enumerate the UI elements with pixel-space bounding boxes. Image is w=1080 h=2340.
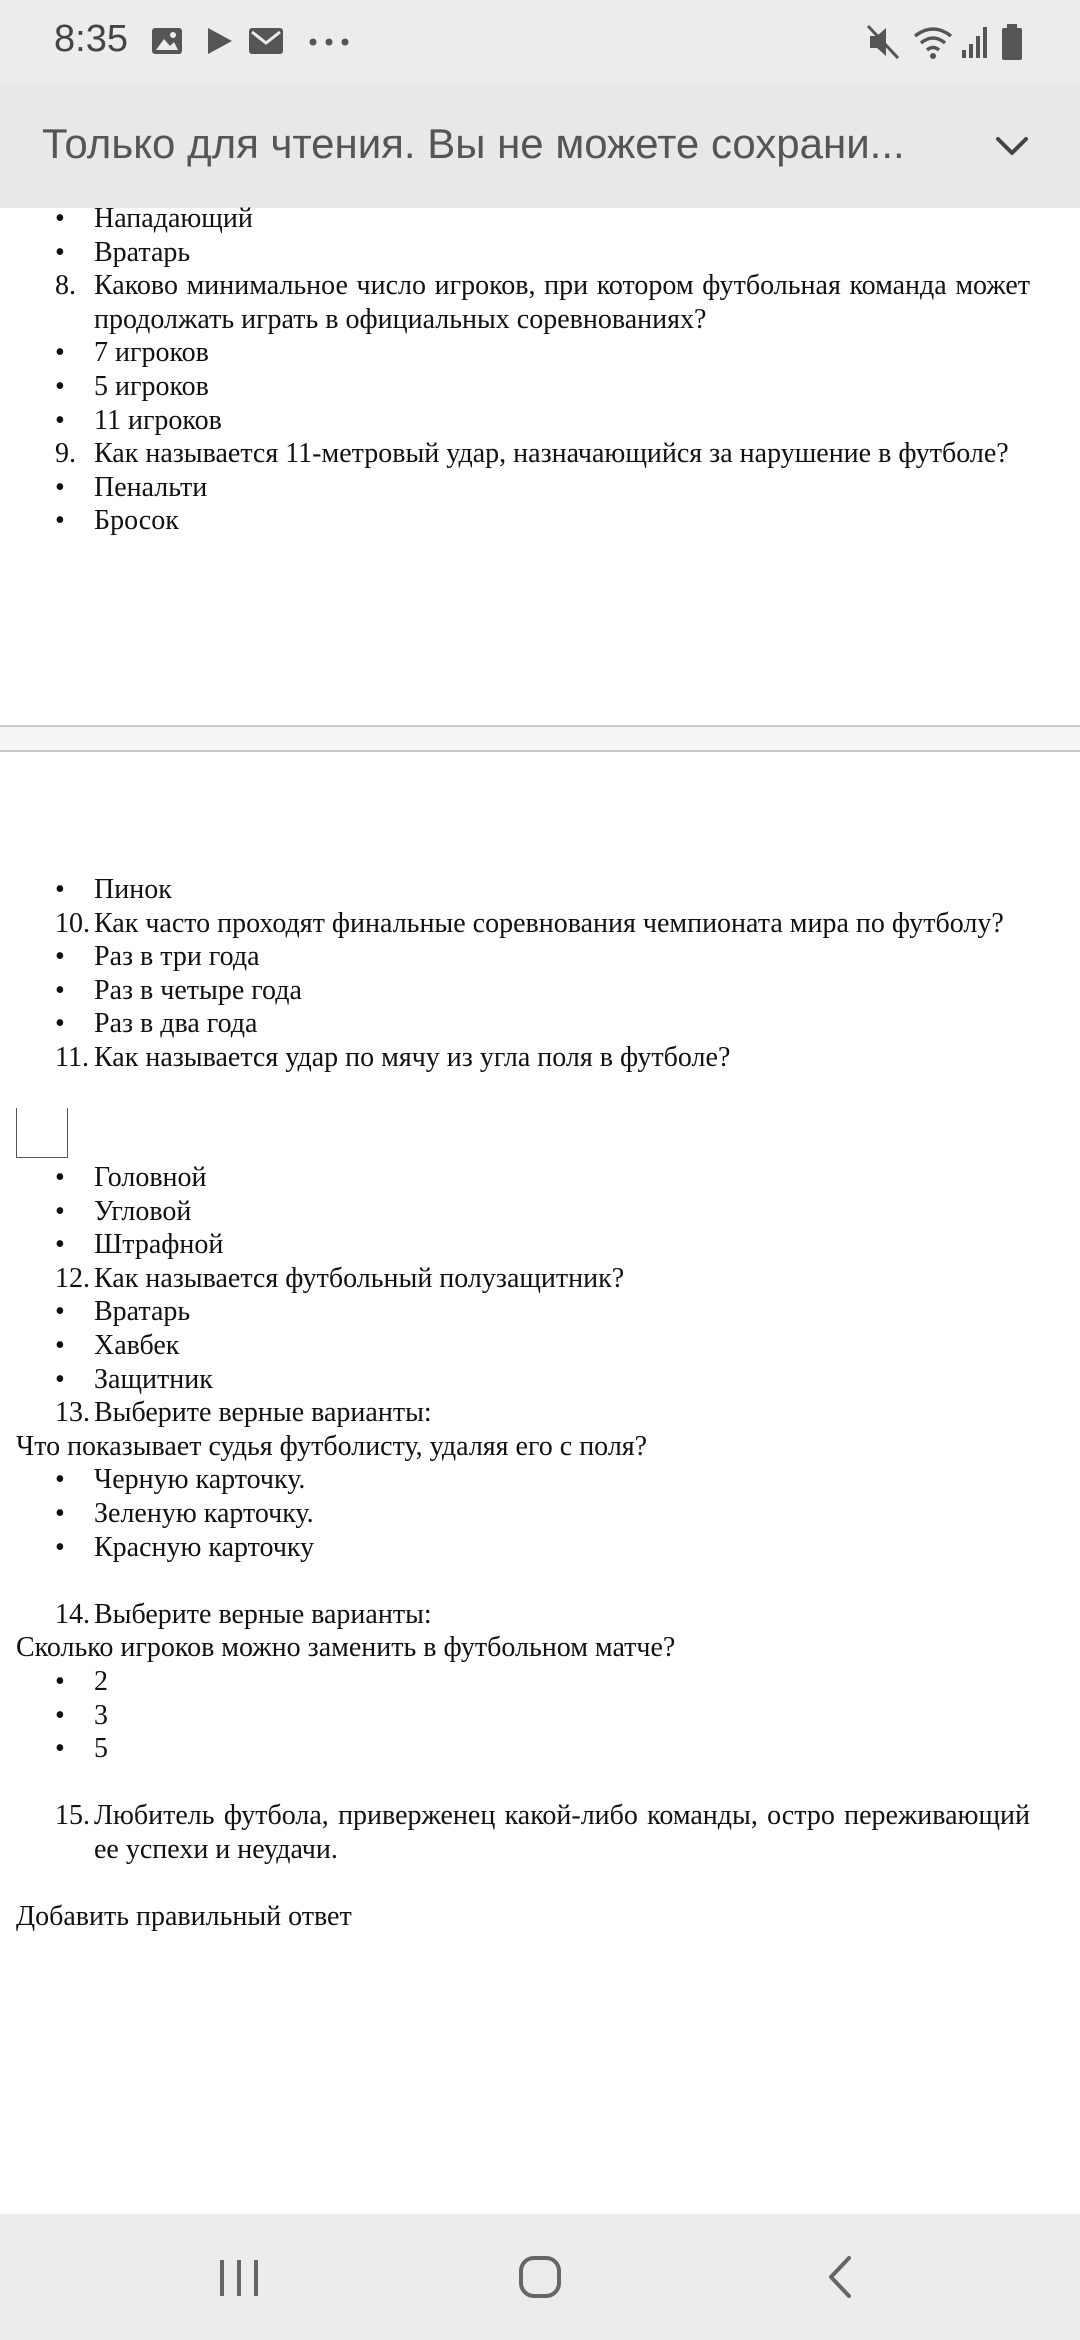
blank-line: [0, 1866, 1080, 1900]
play-icon: [204, 24, 234, 58]
wifi-icon: [912, 24, 954, 60]
question: [0, 269, 1080, 336]
home-icon[interactable]: [505, 2244, 575, 2310]
paragraph: [0, 1900, 1080, 1934]
page-separator: [0, 750, 1080, 752]
question-text: Каково минимальное число игроков, при котором футбольная команда может продолжать играть в официальных соревнованиях?: [94, 270, 1030, 335]
question-text: Как называется 11-метровый удар, назначающийся за нарушение в футболе?: [94, 438, 1009, 470]
read-only-message: Только для чтения. Вы не можете сохрани...: [42, 120, 905, 167]
answer-option-text: 11 игроков: [94, 404, 222, 436]
answer-option-text: 2: [94, 1665, 108, 1697]
question-number: 15.: [55, 1800, 90, 1832]
mail-icon: [248, 24, 284, 58]
image-icon: [150, 24, 184, 58]
answer-option: [0, 1228, 1080, 1262]
answer-option-text: Раз в три года: [94, 941, 260, 973]
answer-option: [0, 370, 1080, 404]
navigation-bar: [0, 2214, 1080, 2340]
bullet-marker: •: [55, 370, 65, 402]
question-number: 8.: [55, 270, 76, 302]
bullet-marker: •: [55, 1329, 65, 1361]
read-only-banner[interactable]: [0, 84, 1080, 208]
answer-option: [0, 873, 1080, 907]
bullet-marker: •: [55, 471, 65, 503]
blank-line: [0, 1564, 1080, 1598]
paragraph-text: Что показывает судья футболисту, удаляя его с поля?: [16, 1430, 648, 1462]
question-text: Выберите верные варианты:: [94, 1397, 432, 1429]
question-text: Как называется удар по мячу из угла поля в футболе?: [94, 1041, 731, 1073]
answer-option: [0, 336, 1080, 370]
back-icon[interactable]: [807, 2244, 877, 2310]
bullet-marker: •: [55, 874, 65, 905]
answer-option: [0, 1699, 1080, 1733]
answer-option-text: Раз в два года: [94, 1008, 258, 1040]
bullet-marker: •: [55, 505, 65, 537]
answer-option-text: Раз в четыре года: [94, 974, 302, 1006]
bullet-marker: •: [55, 1229, 65, 1261]
answer-option: [0, 1329, 1080, 1363]
chevron-down-icon[interactable]: [990, 124, 1034, 168]
answer-option-text: Вратарь: [94, 1296, 191, 1328]
answer-option-text: Головной: [94, 1162, 207, 1193]
answer-option: [0, 1007, 1080, 1041]
question-number: 13.: [55, 1397, 90, 1429]
answer-option: [0, 404, 1080, 438]
question: [0, 1396, 1080, 1430]
answer-option-text: Бросок: [94, 505, 179, 537]
question-number: 11.: [55, 1041, 89, 1073]
answer-option: [0, 202, 1080, 236]
document-page-2-body: [0, 1161, 1080, 1934]
answer-option-text: Хавбек: [94, 1329, 180, 1361]
question-number: 9.: [55, 438, 76, 470]
question: [0, 907, 1080, 941]
empty-text-box: [16, 1108, 68, 1158]
answer-option: [0, 1531, 1080, 1565]
answer-option-text: Защитник: [94, 1363, 213, 1395]
paragraph: [0, 1430, 1080, 1464]
answer-option: [0, 1161, 1080, 1195]
bullet-marker: •: [55, 404, 65, 436]
answer-option: [0, 1295, 1080, 1329]
bullet-marker: •: [55, 1363, 65, 1395]
document-page-2-top: [0, 873, 1080, 1075]
bullet-marker: •: [55, 1531, 65, 1563]
answer-option: [0, 1363, 1080, 1397]
bullet-marker: •: [55, 337, 65, 369]
bullet-marker: •: [55, 1296, 65, 1328]
bullet-marker: •: [55, 941, 65, 973]
answer-option-text: Красную карточку: [94, 1531, 315, 1563]
answer-option-text: Зеленую карточку.: [94, 1497, 314, 1529]
answer-option: [0, 1463, 1080, 1497]
answer-option: [0, 1195, 1080, 1229]
answer-option-text: 5: [94, 1733, 108, 1765]
answer-option-text: Пинок: [94, 874, 172, 905]
question: [0, 437, 1080, 471]
answer-option: [0, 504, 1080, 538]
answer-option: [0, 236, 1080, 270]
bullet-marker: •: [55, 203, 65, 234]
blank-line: [0, 1766, 1080, 1800]
bullet-marker: •: [55, 1497, 65, 1529]
status-bar: [0, 0, 1080, 84]
bullet-marker: •: [55, 1008, 65, 1040]
recent-apps-icon[interactable]: [204, 2244, 274, 2310]
question-number: 12.: [55, 1262, 90, 1294]
answer-option: [0, 940, 1080, 974]
bullet-marker: •: [55, 1665, 65, 1697]
answer-option-text: Вратарь: [94, 236, 191, 268]
answer-option-text: Пенальти: [94, 471, 208, 503]
page-separator: [0, 725, 1080, 727]
answer-option: [0, 471, 1080, 505]
answer-option-text: Нападающий: [94, 203, 253, 234]
answer-option: [0, 1732, 1080, 1766]
more-dots-icon: [306, 24, 352, 58]
mute-icon: [866, 24, 902, 60]
bullet-marker: •: [55, 1162, 65, 1193]
question-number: 10.: [55, 907, 90, 939]
question-text: Выберите верные варианты:: [94, 1598, 432, 1630]
paragraph-text: Сколько игроков можно заменить в футбольном матче?: [16, 1632, 676, 1664]
answer-option: [0, 974, 1080, 1008]
answer-option-text: 7 игроков: [94, 337, 209, 369]
question-text: Как часто проходят финальные соревнования чемпионата мира по футболу?: [94, 907, 1004, 939]
paragraph-text: Добавить правильный ответ: [16, 1901, 352, 1933]
bullet-marker: •: [55, 236, 65, 268]
page-gap: [0, 726, 1080, 750]
bullet-marker: •: [55, 1699, 65, 1731]
paragraph: [0, 1631, 1080, 1665]
bullet-marker: •: [55, 1195, 65, 1227]
answer-option-text: 5 игроков: [94, 370, 209, 402]
question-text: Как называется футбольный полузащитник?: [94, 1262, 625, 1294]
battery-icon: [1000, 24, 1024, 62]
question-number: 14.: [55, 1598, 90, 1630]
bullet-marker: •: [55, 1464, 65, 1496]
answer-option: [0, 1665, 1080, 1699]
bullet-marker: •: [55, 1733, 65, 1765]
answer-option-text: Штрафной: [94, 1229, 224, 1261]
bullet-marker: •: [55, 974, 65, 1006]
signal-icon: [960, 24, 990, 60]
answer-option: [0, 1497, 1080, 1531]
answer-option-text: Угловой: [94, 1195, 192, 1227]
question: [0, 1262, 1080, 1296]
question: [0, 1598, 1080, 1632]
question-text: Любитель футбола, приверженец какой-либо команды, остро переживающий ее успехи и неудачи.: [94, 1800, 1030, 1865]
answer-option-text: Черную карточку.: [94, 1464, 306, 1496]
question: [0, 1799, 1080, 1866]
document-page-1: [0, 202, 1080, 538]
status-time: 8:35: [54, 18, 128, 60]
answer-option-text: 3: [94, 1699, 108, 1731]
question: [0, 1041, 1080, 1075]
